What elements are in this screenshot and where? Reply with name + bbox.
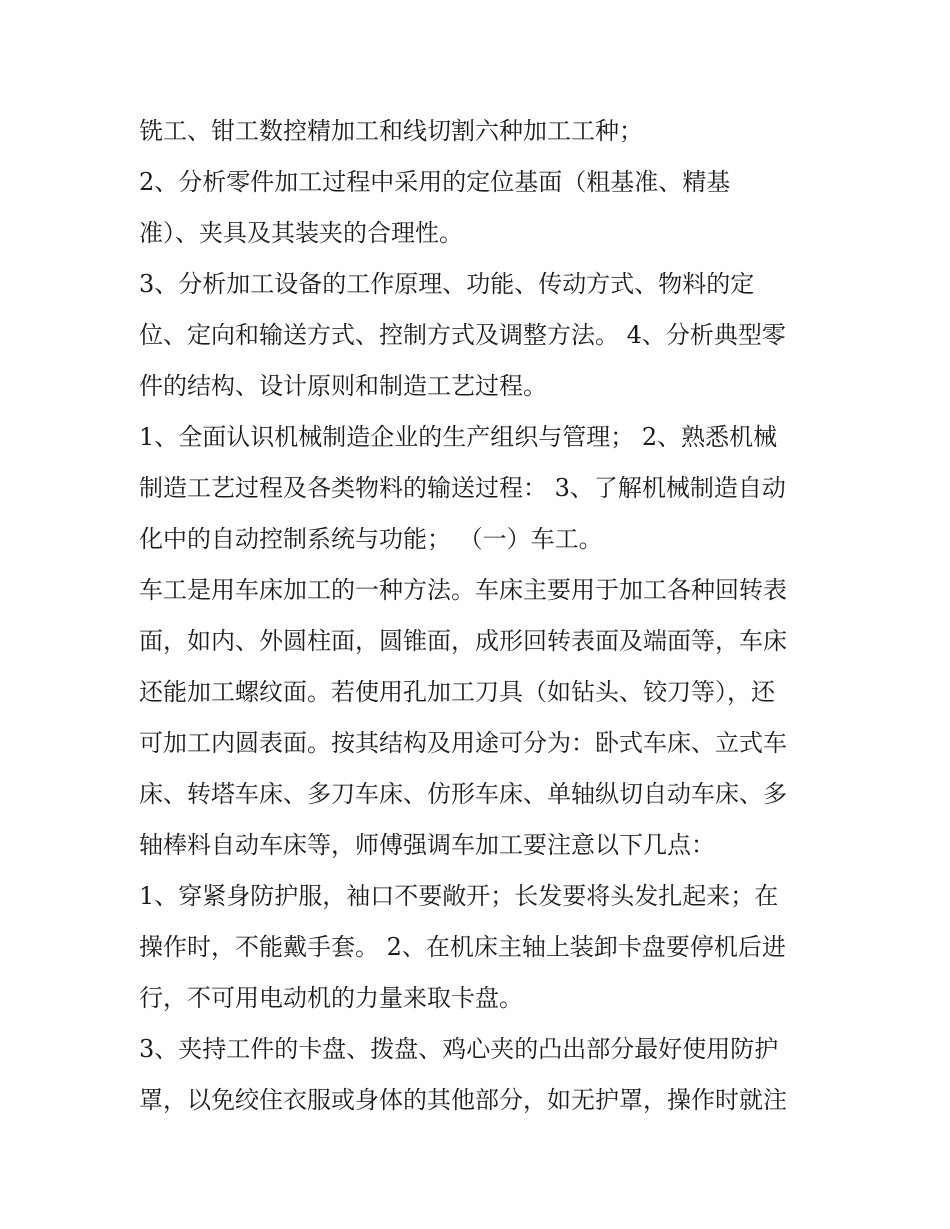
text-line: 铣工、钳工数控精加工和线切割六种加工工种； [139,117,643,145]
text-line: 准）、夹具及其装夹的合理性。 [139,219,463,247]
text-line: 件的结构、设计原则和制造工艺过程。 [139,372,547,400]
text-line: 轴棒料自动车床等，师傅强调车加工要注意以下几点： [139,831,715,859]
text-line: 3、分析加工设备的工作原理、功能、传动方式、物料的定 [139,270,755,298]
text-line: 1、全面认识机械制造企业的生产组织与管理； 2、熟悉机械 [139,423,778,451]
text-line: 制造工艺过程及各类物料的输送过程： 3、了解机械制造自动 [139,474,786,502]
text-line: 操作时，不能戴手套。 2、在机床主轴上装卸卡盘要停机后进 [139,933,786,961]
text-line: 床、转塔车床、多刀车床、仿形车床、单轴纵切自动车床、多 [139,780,787,808]
text-line: 可加工内圆表面。按其结构及用途可分为：卧式车床、立式车 [139,729,787,757]
text-line: 行，不可用电动机的力量来取卡盘。 [139,984,523,1012]
text-line: 罩，以免绞住衣服或身体的其他部分，如无护罩，操作时就注 [139,1086,787,1114]
text-line: 化中的自动控制系统与功能； （一）车工。 [139,525,603,553]
text-line: 面，如内、外圆柱面，圆锥面，成形回转表面及端面等，车床 [139,627,787,655]
text-line: 3、夹持工件的卡盘、拨盘、鸡心夹的凸出部分最好使用防护 [139,1035,779,1063]
text-line: 位、定向和输送方式、控制方式及调整方法。 4、分析典型零 [139,321,786,349]
body-text [139,106,819,1126]
text-line: 车工是用车床加工的一种方法。车床主要用于加工各种回转表 [139,576,787,604]
text-line: 2、分析零件加工过程中采用的定位基面（粗基准、精基 [139,168,731,196]
text-line: 还能加工螺纹面。若使用孔加工刀具（如钻头、铰刀等），还 [139,678,775,706]
text-line: 1、穿紧身防护服，袖口不要敞开；长发要将头发扎起来；在 [139,882,779,910]
